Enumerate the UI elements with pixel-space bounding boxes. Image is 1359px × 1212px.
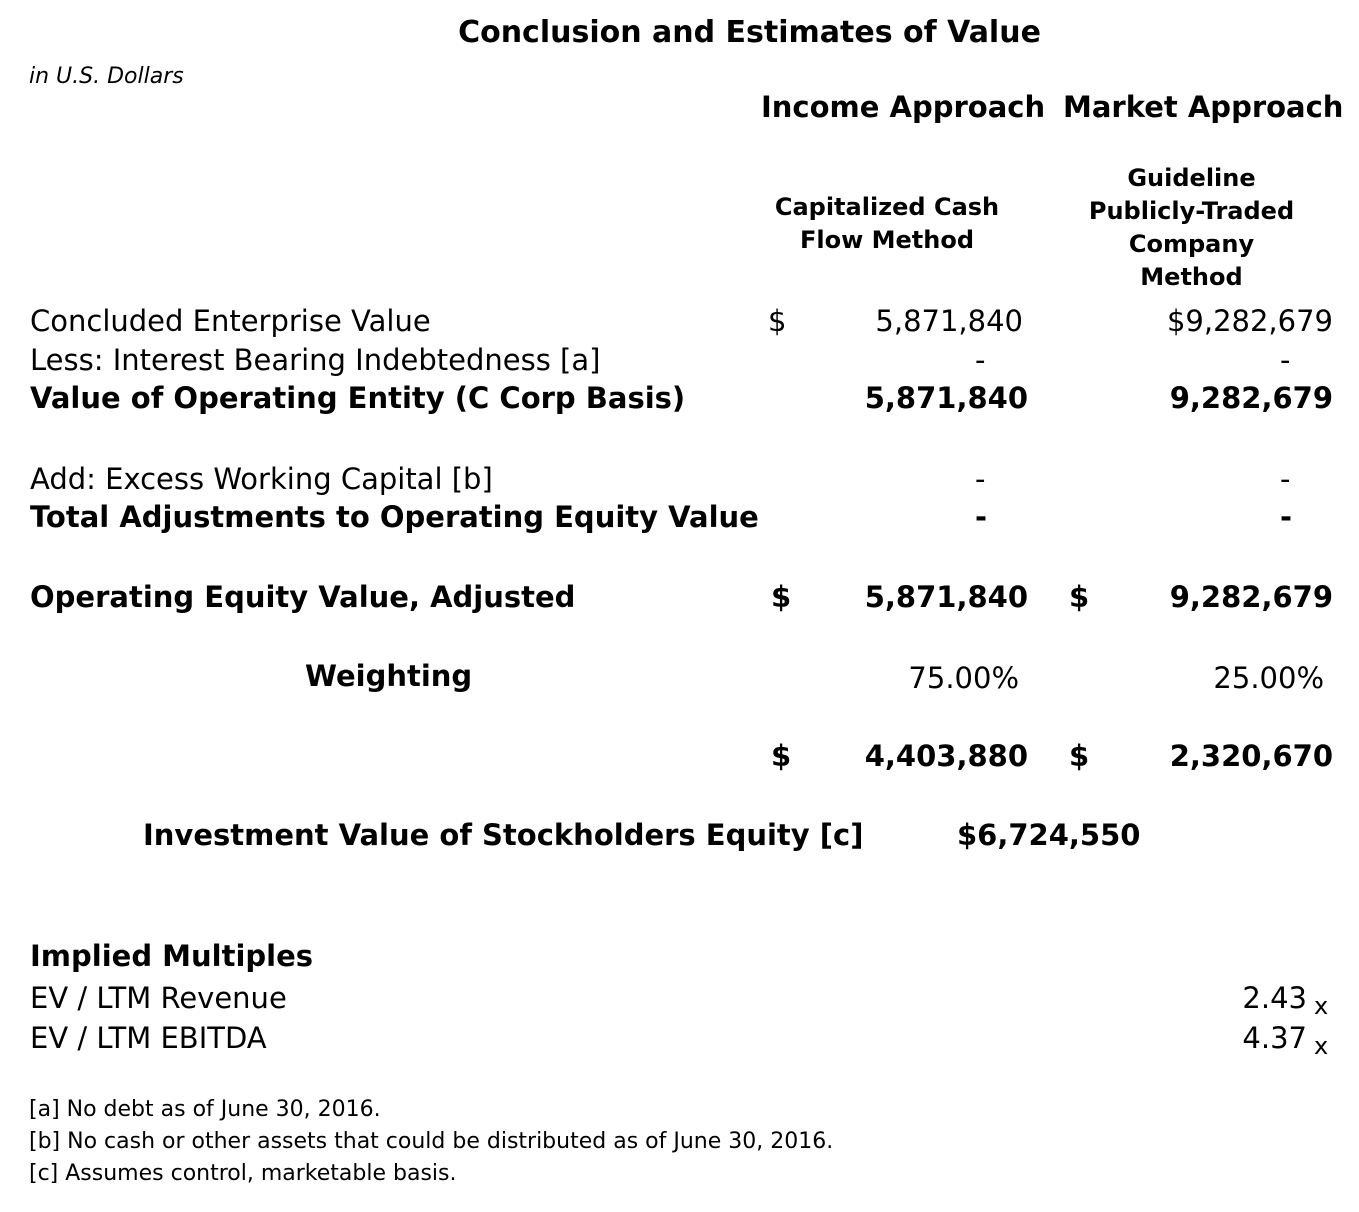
- concluded-ev-label: Concluded Enterprise Value: [30, 304, 431, 338]
- weighted-market: 2,320,670: [1169, 739, 1333, 773]
- weighted-income-currency: $: [771, 739, 792, 773]
- total-adjustments-label: Total Adjustments to Operating Equity Value: [30, 500, 759, 534]
- debt-income: -: [975, 343, 986, 377]
- concluded-ev-income: 5,871,840: [875, 304, 1023, 338]
- weighted-market-currency: $: [1069, 739, 1090, 773]
- concluded-ev-currency: $: [768, 304, 787, 338]
- market-method-heading: Guideline Publicly-Traded Company Method: [1088, 164, 1295, 291]
- footnote-b: [b] No cash or other assets that could be distributed as of June 30, 2016.: [29, 1129, 834, 1154]
- income-approach-heading: Income Approach: [761, 90, 1046, 124]
- weighting-income: 75.00%: [908, 661, 1019, 695]
- currency-note: in U.S. Dollars: [29, 64, 184, 89]
- operating-equity-market: 9,282,679: [1169, 580, 1333, 614]
- footnote-a: [a] No debt as of June 30, 2016.: [29, 1097, 381, 1122]
- ev-ebitda-label: EV / LTM EBITDA: [30, 1021, 267, 1055]
- debt-market: -: [1280, 343, 1291, 377]
- operating-entity-label: Value of Operating Entity (C Corp Basis): [30, 381, 686, 415]
- total-adjustments-market: -: [1280, 500, 1293, 534]
- excess-wc-market: -: [1280, 462, 1291, 496]
- excess-wc-income: -: [975, 462, 986, 496]
- weighting-market: 25.00%: [1213, 661, 1324, 695]
- concluded-ev-market: $9,282,679: [1166, 304, 1333, 338]
- ev-revenue-label: EV / LTM Revenue: [30, 981, 287, 1015]
- debt-label: Less: Interest Bearing Indebtedness [a]: [30, 343, 601, 377]
- operating-entity-income: 5,871,840: [864, 381, 1028, 415]
- operating-equity-market-currency: $: [1069, 580, 1090, 614]
- ev-revenue-value: 2.43: [1242, 981, 1307, 1015]
- operating-equity-label: Operating Equity Value, Adjusted: [30, 580, 576, 614]
- implied-multiples-heading: Implied Multiples: [30, 939, 314, 973]
- investment-value: $6,724,550: [957, 818, 1141, 852]
- investment-value-label: Investment Value of Stockholders Equity [c]: [143, 818, 864, 852]
- weighted-income: 4,403,880: [864, 739, 1028, 773]
- market-approach-heading: Market Approach: [1063, 90, 1344, 124]
- operating-equity-income: 5,871,840: [864, 580, 1028, 614]
- footnote-c: [c] Assumes control, marketable basis.: [29, 1161, 457, 1186]
- excess-wc-label: Add: Excess Working Capital [b]: [30, 462, 493, 496]
- total-adjustments-income: -: [975, 500, 988, 534]
- ev-ebitda-value: 4.37: [1242, 1021, 1307, 1055]
- ev-ebitda-unit: x: [1314, 1032, 1329, 1060]
- operating-equity-income-currency: $: [771, 580, 792, 614]
- page-title: Conclusion and Estimates of Value: [458, 15, 1041, 50]
- income-method-heading: Capitalized Cash Flow Method: [774, 193, 1000, 254]
- weighting-label: Weighting: [305, 659, 473, 693]
- ev-revenue-unit: x: [1314, 992, 1329, 1020]
- operating-entity-market: 9,282,679: [1169, 381, 1333, 415]
